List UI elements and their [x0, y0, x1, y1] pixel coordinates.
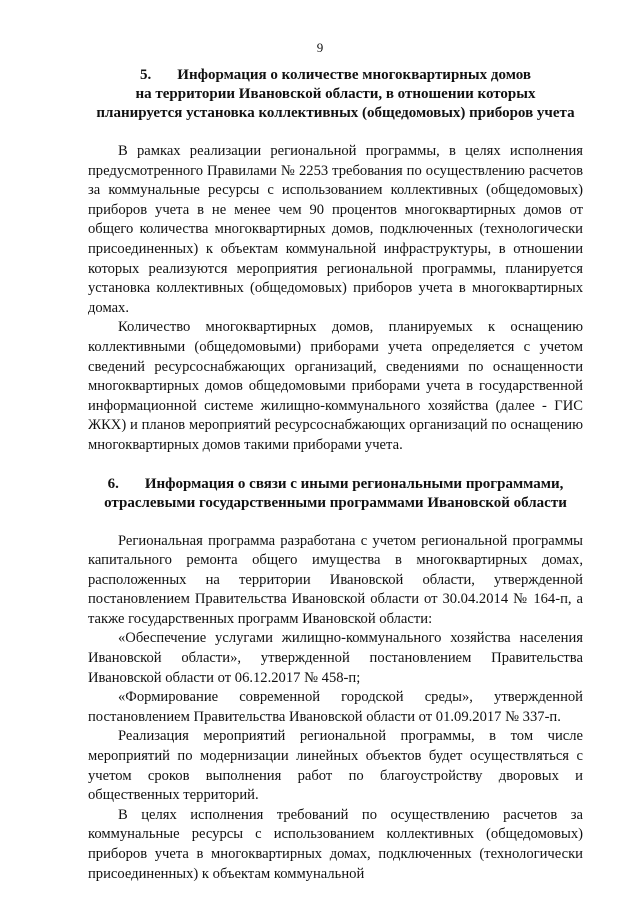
- section-6-paragraph-2: «Обеспечение услугами жилищно-коммунального хозяйства населения Ивановской области», утвержденной постановлением Правительства Ивановской области от 06.12.2017 № 458-п;: [88, 630, 583, 686]
- page-number: 9: [316, 40, 324, 55]
- section-6-heading: [88, 475, 583, 513]
- section-5-title-line-2: на территории Ивановской области, в отношении которых: [135, 86, 536, 102]
- section-5-title-line-3: планируется установка коллективных (общедомовых) приборов учета: [96, 105, 575, 121]
- section-5-title-line-1: 5. Информация о количестве многоквартирных домов: [140, 67, 531, 83]
- section-6-number: 6.: [107, 475, 119, 492]
- section-6-paragraph-5: В целях исполнения требований по осуществлению расчетов за коммунальные ресурсы с использованием коллективных (общедомовых) приборов учета в многоквартирных домах, подключенных (технологически присоединенных) к объектам коммунальной: [88, 806, 583, 882]
- section-6-paragraph-4: Реализация мероприятий региональной программы, в том числе мероприятий по модернизации линейных объектов будет осуществляться с учетом сроков выполнения работ по благоустройству дворовых и общественных территорий.: [88, 728, 583, 804]
- section-6-title-line-1: 6. Информация о связи с иными региональными программами,: [107, 475, 564, 492]
- section-6-title-line-2: отраслевыми государственными программами Ивановской области: [104, 494, 567, 511]
- section-5-heading: [88, 66, 583, 123]
- section-6-paragraph-1: Региональная программа разработана с учетом региональной программы капитального ремонта общего имущества в многоквартирных домах, расположенных на территории Ивановской области, утвержденной постановлением Правительства Ивановской области от 30.04.2014 № 164-п, а также государственных программ Ивановской области:: [88, 532, 583, 627]
- page-content: [88, 66, 583, 884]
- section-5-paragraph-2: Количество многоквартирных домов, планируемых к оснащению коллективными (общедомовыми) приборами учета определяется с учетом сведений ресурсоснабжающих организаций, сведениями по оснащенности многоквартирных домов общедомовыми приборами учета в государственной информационной системе жилищно-коммунального хозяйства (далее - ГИС ЖКХ) и планов мероприятий ресурсоснабжающих организаций по оснащению многоквартирных домов такими приборами учета.: [88, 319, 583, 453]
- section-6-paragraph-3: «Формирование современной городской среды», утвержденной постановлением Правительства Ивановской области от 01.09.2017 № 337-п.: [88, 689, 583, 725]
- section-5-paragraph-1: В рамках реализации региональной программы, в целях исполнения предусмотренного Правилами № 2253 требования по осуществлению расчетов за коммунальные ресурсы с использованием коллективных (общедомовых) приборов учета в не менее чем 90 процентов многоквартирных домов от общего количества многоквартирных домов, подключенных (технологически присоединенных) к объектам коммунальной инфраструктуры, в отношении которых реализуются мероприятия региональной программы, планируется установка коллективных (общедомовых) приборов учета в многоквартирных домах.: [88, 143, 583, 316]
- section-5-number: 5.: [140, 67, 152, 83]
